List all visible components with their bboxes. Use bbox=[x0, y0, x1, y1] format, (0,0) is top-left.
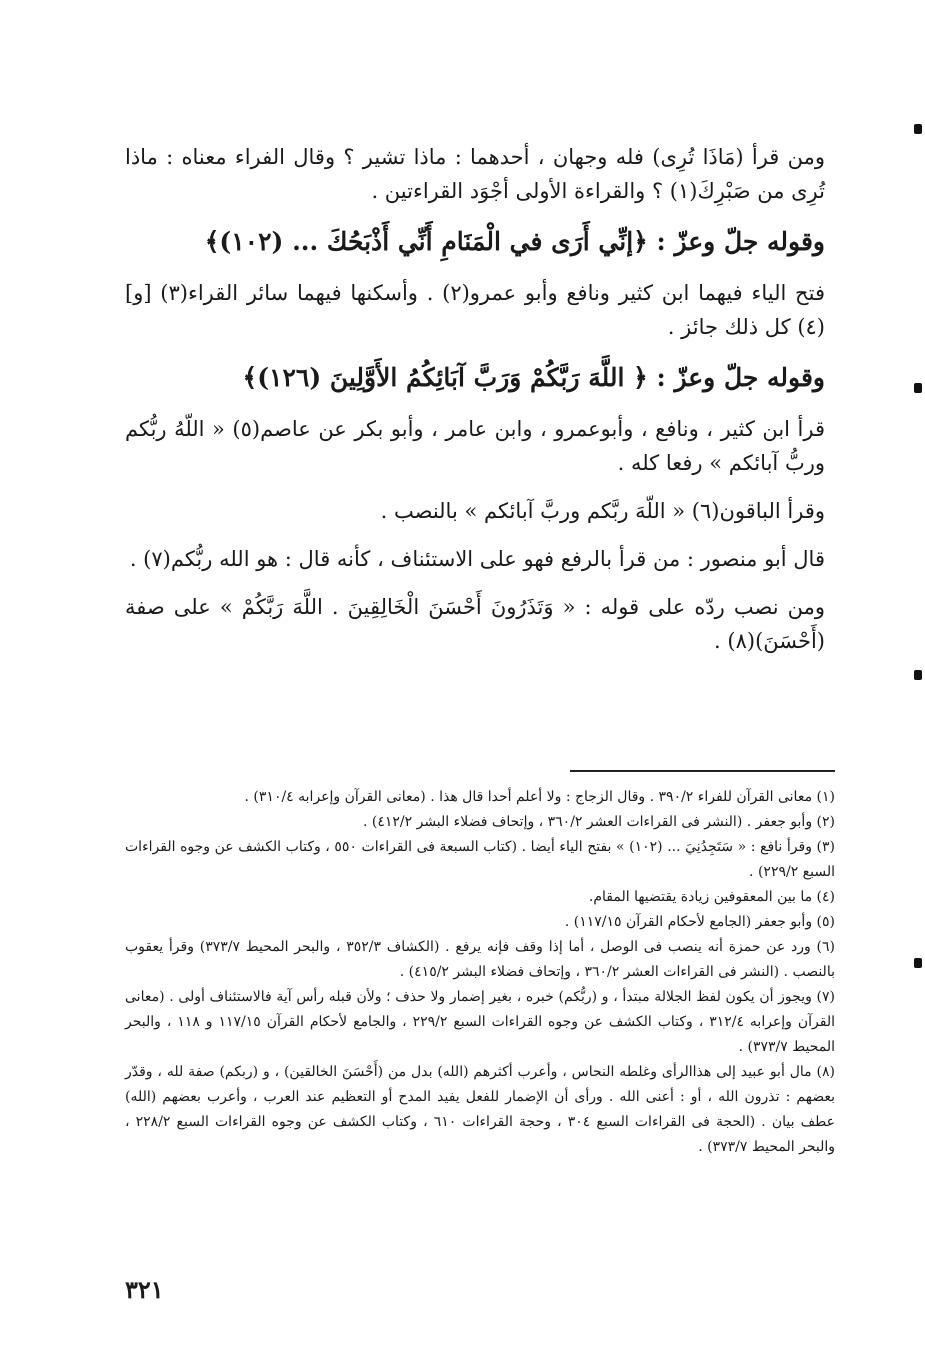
footnote: (٤) ما بين المعقوفين زيادة يقتضيها المقام. bbox=[588, 889, 835, 905]
footnote: (١) معانى القرآن للفراء ٣٩٠/٢ . وقال الزجاج : ولا أعلم أحدا قال هذا . (معانى القرآن وإعرابه ٣١٠/٤) . bbox=[244, 789, 835, 805]
footnote: (٥) وأبو جعفر (الجامع لأحكام القرآن ١١٧/١٥) . bbox=[564, 914, 835, 930]
margin-mark bbox=[914, 958, 922, 968]
paragraph: قرأ ابن كثير ، ونافع ، وأبوعمرو ، وابن عامر ، وأبو بكر عن عاصم(٥) « اللّهُ ربُّكم وربُّ آبائكم » رفعا كله . bbox=[125, 417, 825, 475]
verse-heading: وقوله جلّ وعزّ : ﴿إنِّي أَرَى في الْمَنَامِ أَنِّي أَذْبَحُكَ ... (١٠٢)﴾ bbox=[204, 227, 825, 256]
verse-heading: وقوله جلّ وعزّ : ﴿ اللَّهَ رَبَّكُمْ وَرَبَّ آبَائِكُمُ الأَوَّلِينَ (١٢٦)﴾ bbox=[242, 363, 825, 392]
paragraph: وقرأ الباقون(٦) « اللّهَ ربَّكم وربَّ آبائكم » بالنصب . bbox=[380, 499, 825, 523]
margin-mark bbox=[914, 124, 922, 134]
paragraph: ومن قرأ (مَاذَا تُرِى) فله وجهان ، أحدهما : ماذا تشير ؟ وقال الفراء معناه : ماذا تُرِى من صَبْرِكَ(١) ؟ والقراءة الأولى أجْوَد القراءتين . bbox=[125, 145, 825, 203]
page-number: ٣٢١ bbox=[125, 1275, 164, 1304]
margin-mark bbox=[914, 670, 922, 680]
footnote-divider bbox=[570, 770, 835, 772]
footnote: (٧) ويجوز أن يكون لفظ الجلالة مبتدأ ، و (ربُّكم) خبره ، بغير إضمار ولا حذف ؛ ولأن قبله رأس آية فالاستئناف أولى . (معانى القرآن وإعرابه ٣١٢/٤ ، وكتاب الكشف عن وجوه القراءات السبع ٢٢٩/٢ ، والجامع لأحكام القرآن ١١٧/١٥ و ١١٨ ، والبحر المحيط ٣٧٣/٧) . bbox=[125, 989, 836, 1055]
footnote: (٢) وأبو جعفر . (النشر فى القراءات العشر ٣٦٠/٢ ، وإتحاف فضلاء البشر ٤١٢/٢) . bbox=[362, 814, 835, 830]
main-text bbox=[125, 140, 825, 658]
footnote: (٨) مال أبو عبيد إلى هذاالرأى وغلطه النحاس ، وأعرب أكثرهم (الله) بدل من (أَحْسَنَ الخالقين) ، و (ربكم) صفة لله ، وقدّر بعضهم : تذرون الله ، أو : أعنى الله . ورأى أن الإضمار للفعل يفيد المدح أو التعظيم عند العرب ، وأعرب بعضهم (الله) عطف بيان . (الحجة فى القراءات السبع ٣٠٤ ، وحجة القراءات ٦١٠ ، وكتاب الكشف عن وجوه القراءات السبع ٢٢٨/٢ ، والبحر المحيط ٣٧٣/٧) . bbox=[125, 1064, 835, 1155]
paragraph: قال أبو منصور : من قرأ بالرفع فهو على الاستئناف ، كأنه قال : هو الله ربُّكم(٧) . bbox=[129, 547, 825, 571]
paragraph: فتح الياء فيهما ابن كثير ونافع وأبو عمرو(٢) . وأسكنها فيهما سائر القراء(٣) [و] (٤) كل ذلك جائز . bbox=[125, 281, 825, 339]
footnote: (٦) ورد عن حمزة أنه ينصب فى الوصل ، أما إذا وقف فإنه يرفع . (الكشاف ٣٥٢/٣ ، والبحر المحيط ٣٧٣/٧) وقرأ يعقوب بالنصب . (النشر فى القراءات العشر ٣٦٠/٢ ، وإتحاف فضلاء البشر ٤١٥/٢) . bbox=[125, 939, 835, 980]
paragraph: ومن نصب ردّه على قوله : « وَتَذَرُونَ أَحْسَنَ الْخَالِقِينَ . اللَّهَ رَبَّكُمْ » على صفة (أَحْسَنَ)(٨) . bbox=[125, 595, 825, 653]
margin-mark bbox=[914, 383, 922, 393]
footnote: (٣) وقرأ نافع : « سَتَجِدُنِيَ ... (١٠٢) » بفتح الياء أيضا . (كتاب السبعة فى القراءات ٥٥٠ ، وكتاب الكشف عن وجوه القراءات السبع ٢٢٩/٢) . bbox=[125, 839, 835, 880]
footnotes bbox=[125, 785, 835, 1160]
